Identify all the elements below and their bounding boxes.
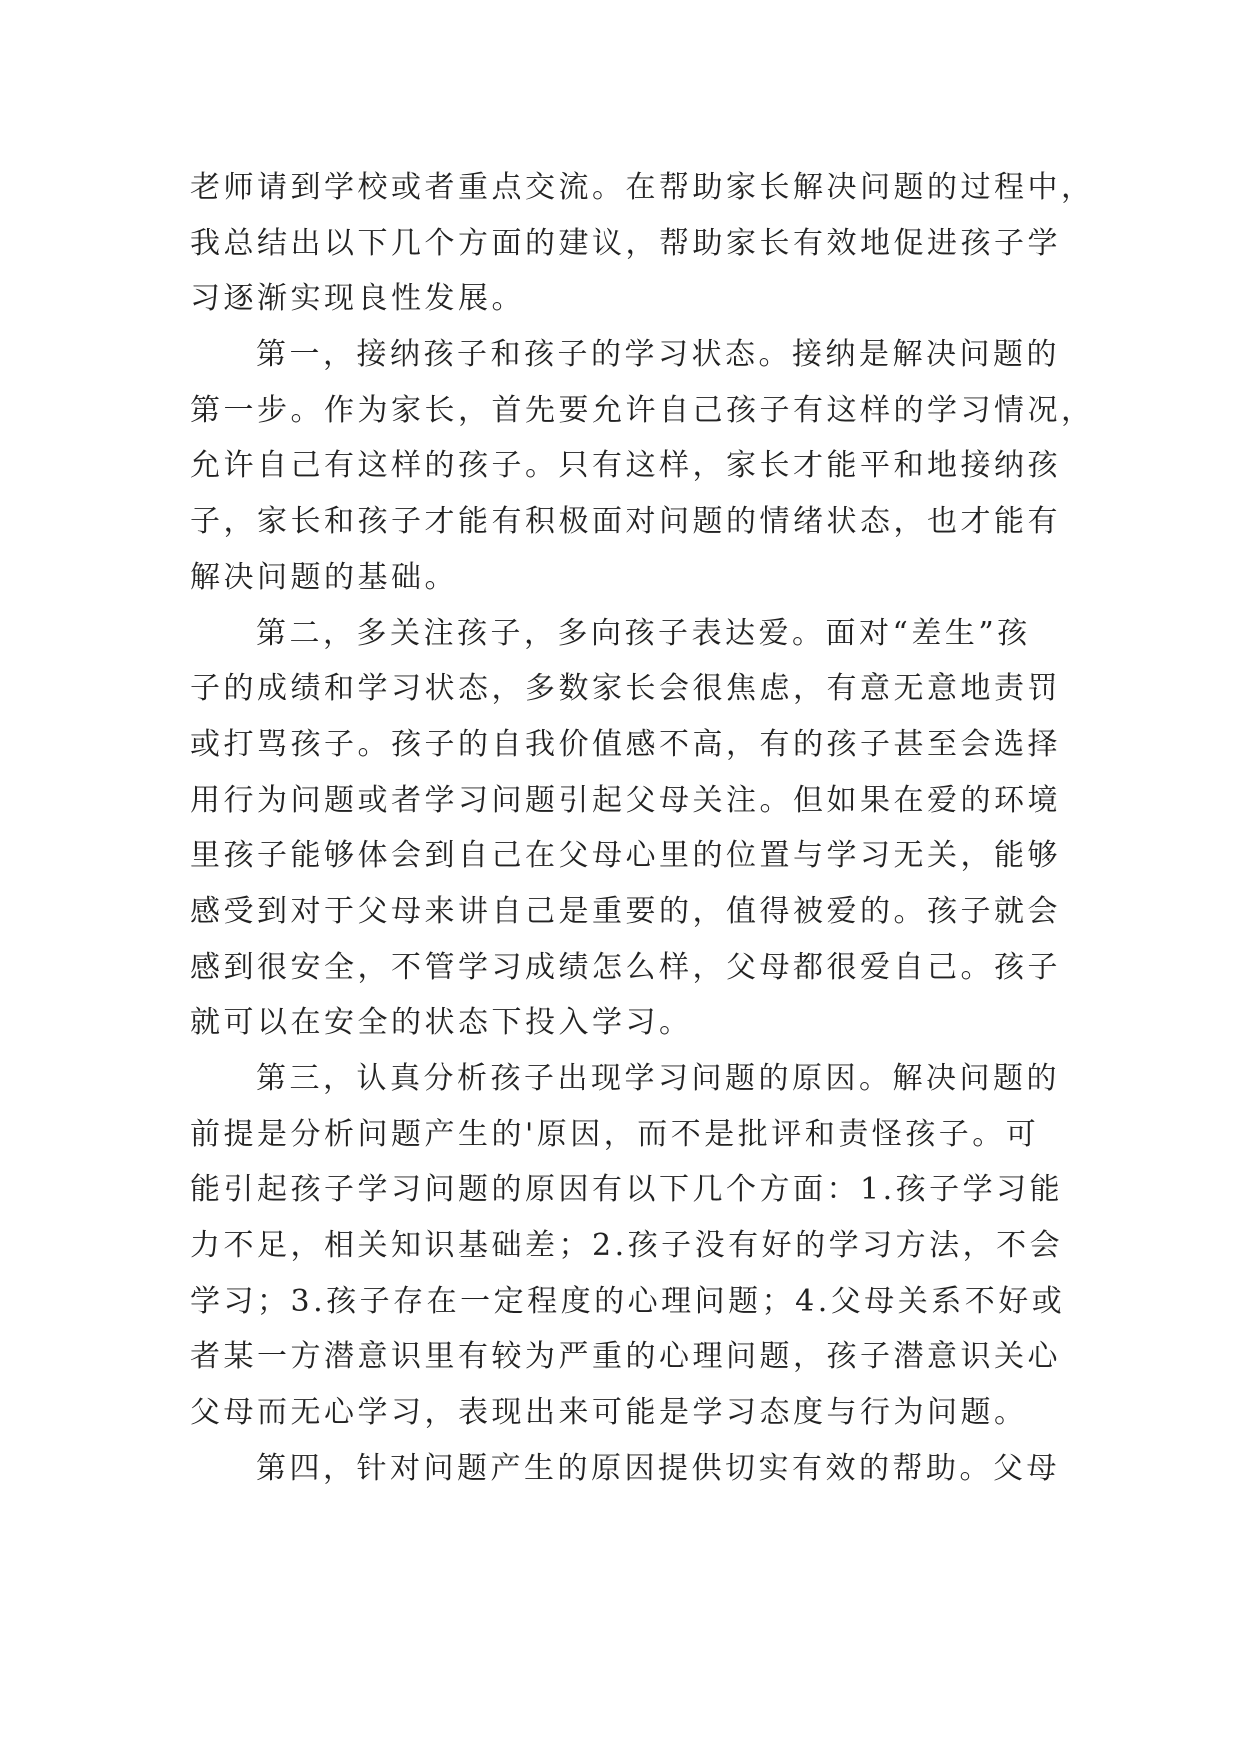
paragraph-start-line: 第二，多关注孩子，多向孩子表达爱。面对“差生”孩 bbox=[256, 615, 1031, 651]
text-line: 力不足，相关知识基础差；2.孩子没有好的学习方法，不会 bbox=[190, 1228, 1064, 1264]
text-line: 第一步。作为家长，首先要允许自己孩子有这样的学习情况， bbox=[190, 392, 1095, 428]
text-line: 或打骂孩子。孩子的自我价值感不高，有的孩子甚至会选择 bbox=[190, 726, 1061, 762]
text-line: 里孩子能够体会到自己在父母心里的位置与学习无关，能够 bbox=[190, 838, 1061, 874]
paragraph-start-line: 第四，针对问题产生的原因提供切实有效的帮助。父母 bbox=[256, 1450, 1060, 1486]
text-line: 子，家长和孩子才能有积极面对问题的情绪状态，也才能有 bbox=[190, 504, 1061, 540]
text-line: 习逐渐实现良性发展。 bbox=[190, 281, 525, 317]
paragraph-start-line: 第一，接纳孩子和孩子的学习状态。接纳是解决问题的 bbox=[256, 337, 1060, 373]
text-line: 感受到对于父母来讲自己是重要的，值得被爱的。孩子就会 bbox=[190, 893, 1061, 929]
text-line: 感到很安全，不管学习成绩怎么样，父母都很爱自己。孩子 bbox=[190, 949, 1061, 985]
text-line: 者某一方潜意识里有较为严重的心理问题，孩子潜意识关心 bbox=[190, 1339, 1061, 1375]
text-line: 用行为问题或者学习问题引起父母关注。但如果在爱的环境 bbox=[190, 782, 1061, 818]
text-line: 就可以在安全的状态下投入学习。 bbox=[190, 1005, 693, 1041]
text-line: 子的成绩和学习状态，多数家长会很焦虑，有意无意地责罚 bbox=[190, 671, 1061, 707]
paragraph-start-line: 第三，认真分析孩子出现学习问题的原因。解决问题的 bbox=[256, 1061, 1060, 1096]
text-line: 解决问题的基础。 bbox=[190, 559, 458, 595]
text-line: 老师请到学校或者重点交流。在帮助家长解决问题的过程中， bbox=[190, 170, 1095, 205]
text-line: 允许自己有这样的孩子。只有这样，家长才能平和地接纳孩 bbox=[190, 448, 1061, 484]
text-line: 前提是分析问题产生的'原因，而不是批评和责怪孩子。可 bbox=[190, 1116, 1040, 1152]
text-line: 我总结出以下几个方面的建议，帮助家长有效地促进孩子学 bbox=[190, 225, 1061, 261]
text-line: 父母而无心学习，表现出来可能是学习态度与行为问题。 bbox=[190, 1395, 1028, 1431]
text-line: 能引起孩子学习问题的原因有以下几个方面：1.孩子学习能 bbox=[190, 1172, 1064, 1208]
document-body bbox=[190, 160, 1095, 1497]
text-line: 学习；3.孩子存在一定程度的心理问题；4.父母关系不好或 bbox=[190, 1283, 1066, 1319]
